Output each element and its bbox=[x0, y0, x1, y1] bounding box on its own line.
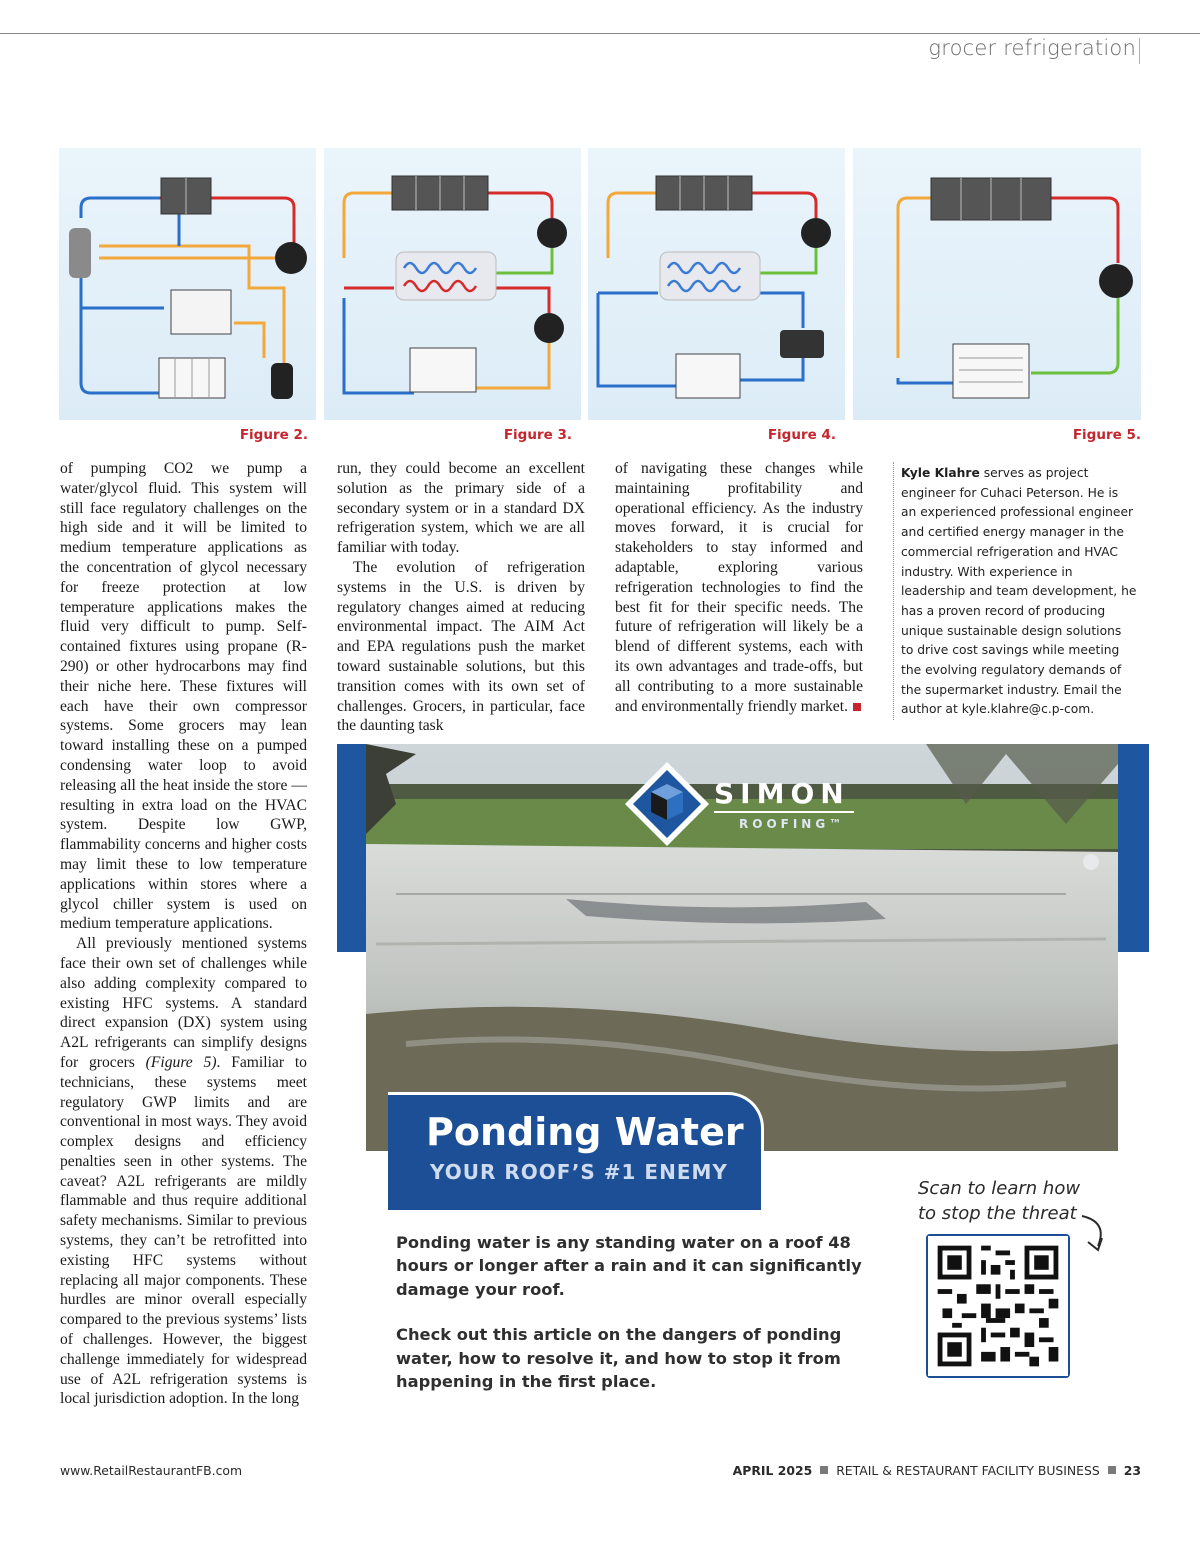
section-title: grocer refrigeration bbox=[928, 36, 1136, 60]
column-2-paragraph-1: run, they could become an excellent solution as the primary side of a secondary system or in a standard DX refrigeration system, which we are all familiar with today. bbox=[337, 460, 585, 557]
scan-prompt-line-1: Scan to learn how bbox=[918, 1178, 1081, 1199]
footer-url: www.RetailRestaurantFB.com bbox=[60, 1463, 243, 1478]
figure-5-reference: (Figure 5) bbox=[145, 1053, 217, 1071]
end-of-article-mark bbox=[853, 703, 861, 711]
figure-2-label: Figure 2. bbox=[239, 427, 308, 443]
curved-arrow-icon bbox=[1074, 1212, 1114, 1260]
column-2-paragraph-2: The evolution of refrigeration systems in the U.S. is driven by regulatory changes aimed at reducing environmental impact. The AIM Act and EPA regulations push the market toward sustainable solutions, but this transition comes with its own set of challenges. Grocers, in particular, face the daunting task bbox=[337, 558, 585, 735]
column-1-paragraph-1: of pumping CO2 we pump a water/glycol fluid. This system will still face regulatory challenges on the high side and it will be limited to medium temperature applications as the concentration of glycol necessary for freeze protection at low temperature applications makes the fluid very difficult to pump. Self-contained fixtures using propane (R-290) or other hydrocarbons may find their niche here. These fixtures will each have their own compressor systems. Some grocers may lean toward installing these on a pumped condensing water loop to avoid releasing all the heat inside the store — resulting in extra load on the HVAC system. Despite low GWP, flammability concerns and higher costs may limit these to low temperature applications within stores where a glycol chiller system is used on medium temperature applications. bbox=[60, 460, 307, 933]
ad-subheadline: YOUR ROOF’S #1 ENEMY bbox=[430, 1160, 728, 1184]
brand-rule bbox=[714, 811, 854, 813]
article-column-2 bbox=[337, 459, 585, 736]
ad-body-paragraph-1: Ponding water is any standing water on a roof 48 hours or longer after a rain and it can significantly damage your roof. bbox=[396, 1233, 862, 1299]
author-bio-text: serves as project engineer for Cuhaci Peterson. He is an experienced professional engineer and certified energy manager in the commercial refrigeration and HVAC industry. With experience in leadership and team development, he has a proven record of producing unique sustainable design solutions to drive cost savings while meeting the evolving regulatory demands of the supermarket industry. Email the author at kyle.klahre@c.p-com. bbox=[901, 466, 1137, 717]
footer-separator bbox=[820, 1466, 828, 1474]
brand-name: SIMON bbox=[714, 777, 850, 810]
figure-4-diagram bbox=[588, 148, 845, 420]
scan-prompt-line-2: to stop the threat bbox=[918, 1203, 1077, 1224]
article-column-3 bbox=[615, 459, 863, 716]
figure-3-label: Figure 3. bbox=[503, 427, 572, 443]
bio-divider bbox=[893, 462, 894, 720]
ad-headline: Ponding Water bbox=[426, 1110, 744, 1154]
column-3-paragraph-1 bbox=[615, 459, 863, 716]
scan-prompt bbox=[918, 1176, 1080, 1226]
figure-2-diagram bbox=[59, 148, 316, 420]
figure-5-diagram bbox=[853, 148, 1141, 420]
footer-publication: RETAIL & RESTAURANT FACILITY BUSINESS bbox=[836, 1463, 1100, 1478]
figure-3-diagram bbox=[324, 148, 581, 420]
column-1-paragraph-2 bbox=[60, 934, 307, 1409]
column-3-paragraph-1-text: of navigating these changes while maintaining profitability and operational efficiency. As the industry moves forward, it is crucial for stakeholders to stay informed and adaptable, exploring various refrigeration technologies to find the best fit for their specific needs. The future of refrigeration will likely be a blend of different systems, each with its own advantages and trade-offs, but all contributing to a more sustainable and environmentally friendly market. bbox=[615, 460, 863, 715]
author-name: Kyle Klahre bbox=[901, 466, 980, 480]
page-number: 23 bbox=[1123, 1463, 1141, 1478]
figure-4-label: Figure 4. bbox=[767, 427, 836, 443]
ad-body-paragraph-2: Check out this article on the dangers of ponding water, how to resolve it, and how to stop it from happening in the first place. bbox=[396, 1325, 842, 1392]
column-1-paragraph-2-text-b: . Familiar to technicians, these systems meet regulatory GWP limits and are conventional in most ways. They avoid complex designs and efficiency penalties seen in other systems. The caveat? A2L refrigerants are mildly flammable and thus require additional safety mechanisms. Similar to previous systems, they can’t be retrofitted into existing HFC systems without replacing all major components. These hurdles are minor overall especially compared to the previous systems’ lists of challenges. However, the biggest challenge immediately for widespread use of A2L refrigeration systems is local jurisdiction adoption. In the long bbox=[60, 1053, 307, 1408]
simon-roofing-logo-icon bbox=[625, 762, 709, 846]
ad-body bbox=[396, 1231, 874, 1415]
footer-separator bbox=[1108, 1466, 1116, 1474]
qr-code[interactable] bbox=[926, 1234, 1070, 1378]
section-title-divider bbox=[1139, 38, 1140, 64]
author-bio bbox=[901, 464, 1137, 720]
qr-code-icon bbox=[928, 1236, 1068, 1376]
header-rule bbox=[0, 33, 1200, 34]
article-column-1 bbox=[60, 459, 307, 1409]
figure-5-label: Figure 5. bbox=[1072, 427, 1141, 443]
footer-folio bbox=[733, 1463, 1141, 1478]
column-1-paragraph-2-text-a: All previously mentioned systems face their own set of challenges while also adding complexity compared to existing HFC systems. A standard direct expansion (DX) system using A2L refrigerants can simplify designs for grocers bbox=[60, 935, 307, 1071]
footer-issue: APRIL 2025 bbox=[732, 1463, 813, 1478]
brand-subtitle: ROOFING™ bbox=[739, 817, 846, 831]
